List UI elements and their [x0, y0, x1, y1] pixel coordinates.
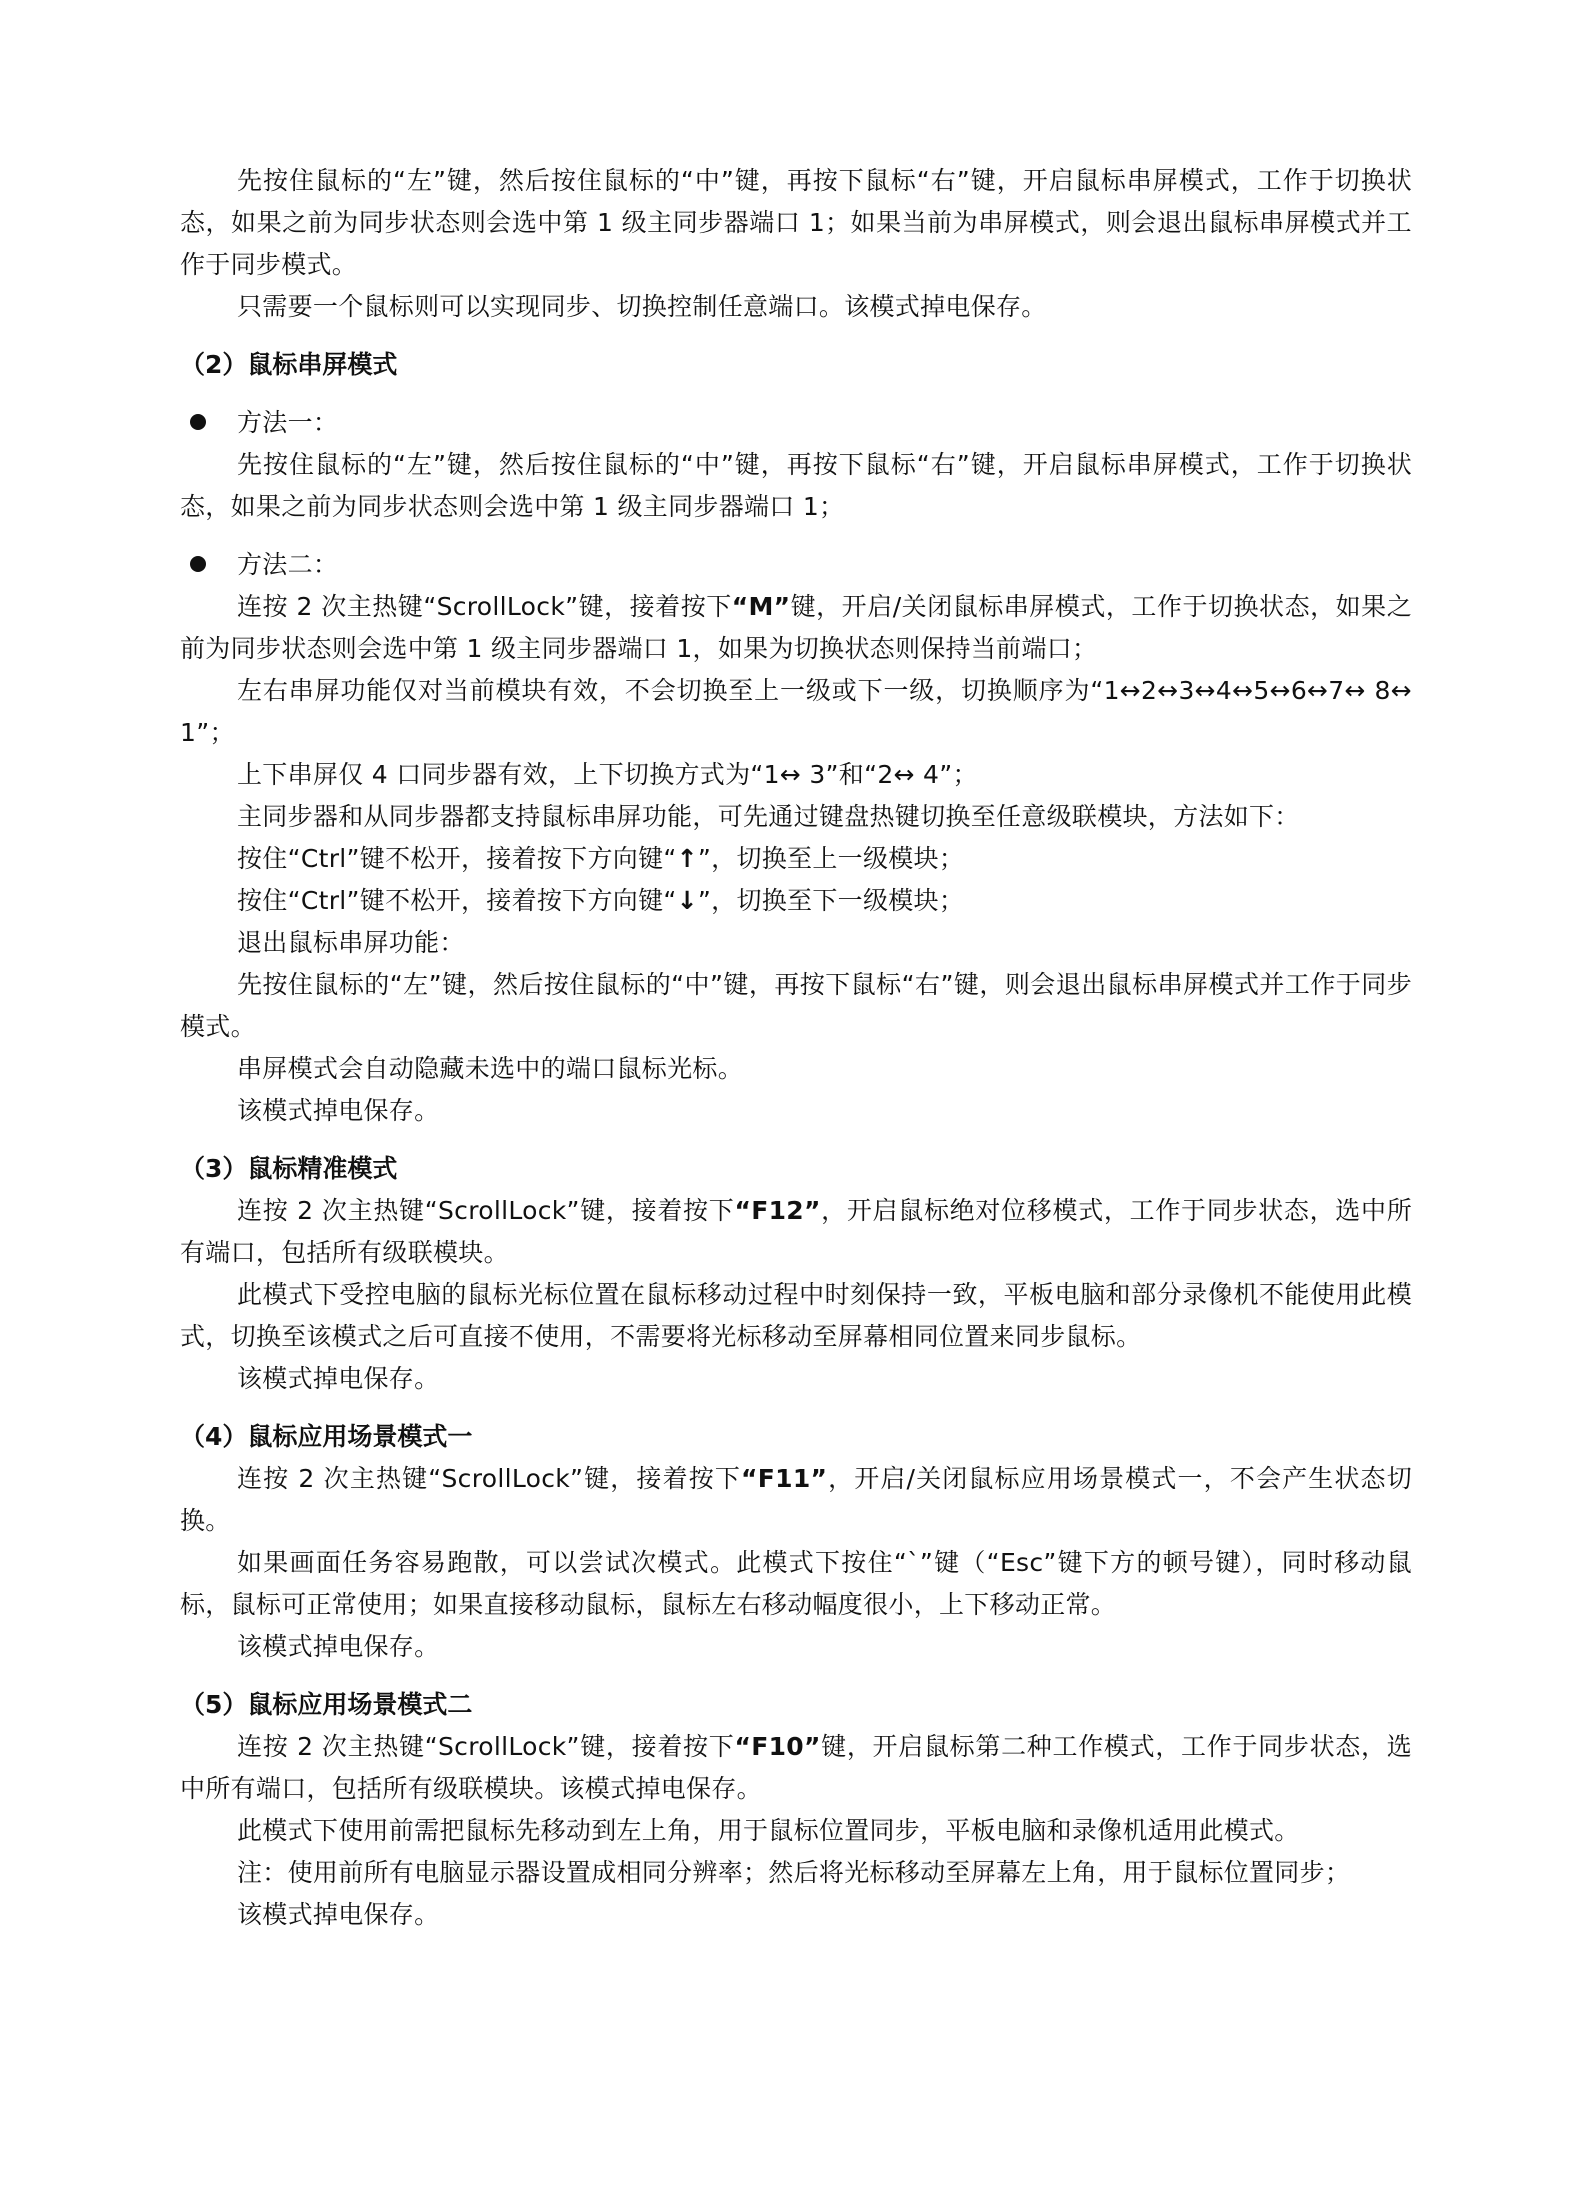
bullet-item: 方法二：	[180, 544, 1412, 586]
paragraph: 按住“Ctrl”键不松开，接着按下方向键“↓”，切换至下一级模块；	[237, 886, 965, 915]
paragraph: 主同步器和从同步器都支持鼠标串屏功能，可先通过键盘热键切换至任意级联模块，方法如下：	[237, 802, 1300, 831]
bullet-item: 方法一：	[180, 402, 1412, 444]
section-heading: （3）鼠标精准模式	[180, 1154, 398, 1183]
paragraph: 先按住鼠标的“左”键，然后按住鼠标的“中”键，再按下鼠标“右”键，则会退出鼠标串屏模式并工作于同步模式。	[180, 970, 1412, 1041]
paragraph: 只需要一个鼠标则可以实现同步、切换控制任意端口。该模式掉电保存。	[237, 292, 1047, 321]
paragraph: 退出鼠标串屏功能：	[237, 928, 465, 957]
paragraph: 该模式掉电保存。	[237, 1096, 440, 1125]
paragraph: 串屏模式会自动隐藏未选中的端口鼠标光标。	[237, 1054, 744, 1083]
paragraph: 注：使用前所有电脑显示器设置成相同分辨率；然后将光标移动至屏幕左上角，用于鼠标位置同步；	[237, 1858, 1351, 1887]
paragraph: 上下串屏仅 4 口同步器有效，上下切换方式为“1↔ 3”和“2↔ 4”；	[237, 760, 978, 789]
bullet-dot-icon	[190, 414, 206, 430]
paragraph: 该模式掉电保存。	[237, 1632, 440, 1661]
paragraph: 左右串屏功能仅对当前模块有效，不会切换至上一级或下一级，切换顺序为“1↔2↔3↔4↔5↔6↔7↔ 8↔ 1”；	[180, 676, 1412, 747]
bullet-dot-icon	[190, 556, 206, 572]
paragraph: 先按住鼠标的“左”键，然后按住鼠标的“中”键，再按下鼠标“右”键，开启鼠标串屏模式，工作于切换状态，如果之前为同步状态则会选中第 1 级主同步器端口 1；	[180, 450, 1412, 521]
paragraph: 先按住鼠标的“左”键，然后按住鼠标的“中”键，再按下鼠标“右”键，开启鼠标串屏模式，工作于切换状态，如果之前为同步状态则会选中第 1 级主同步器端口 1；如果当前为串屏模式，则会退出鼠标串屏模式并工作于同步模式。	[180, 166, 1412, 279]
paragraph: 如果画面任务容易跑散，可以尝试次模式。此模式下按住“`”键（“Esc”键下方的顿号键），同时移动鼠标，鼠标可正常使用；如果直接移动鼠标，鼠标左右移动幅度很小，上下移动正常。	[180, 1548, 1412, 1619]
paragraph: 连按 2 次主热键“ScrollLock”键，接着按下“F10”键，开启鼠标第二种工作模式，工作于同步状态，选中所有端口，包括所有级联模块。该模式掉电保存。	[180, 1732, 1412, 1803]
section-heading: （2）鼠标串屏模式	[180, 350, 398, 379]
paragraph: 该模式掉电保存。	[237, 1900, 440, 1929]
paragraph: 按住“Ctrl”键不松开，接着按下方向键“↑”，切换至上一级模块；	[237, 844, 965, 873]
paragraph: 此模式下受控电脑的鼠标光标位置在鼠标移动过程中时刻保持一致，平板电脑和部分录像机不能使用此模式，切换至该模式之后可直接不使用，不需要将光标移动至屏幕相同位置来同步鼠标。	[180, 1280, 1412, 1351]
paragraph: 此模式下使用前需把鼠标先移动到左上角，用于鼠标位置同步，平板电脑和录像机适用此模式。	[237, 1816, 1300, 1845]
paragraph: 连按 2 次主热键“ScrollLock”键，接着按下“M”键，开启/关闭鼠标串屏模式，工作于切换状态，如果之前为同步状态则会选中第 1 级主同步器端口 1，如果为切换状态则保持当前端口；	[180, 592, 1412, 663]
section-heading: （4）鼠标应用场景模式一	[180, 1422, 473, 1451]
section-heading: （5）鼠标应用场景模式二	[180, 1690, 473, 1719]
paragraph: 连按 2 次主热键“ScrollLock”键，接着按下“F11”，开启/关闭鼠标应用场景模式一，不会产生状态切换。	[180, 1464, 1412, 1535]
document-body	[180, 160, 1412, 1936]
paragraph: 连按 2 次主热键“ScrollLock”键，接着按下“F12”，开启鼠标绝对位移模式，工作于同步状态，选中所有端口，包括所有级联模块。	[180, 1196, 1412, 1267]
paragraph: 该模式掉电保存。	[237, 1364, 440, 1393]
